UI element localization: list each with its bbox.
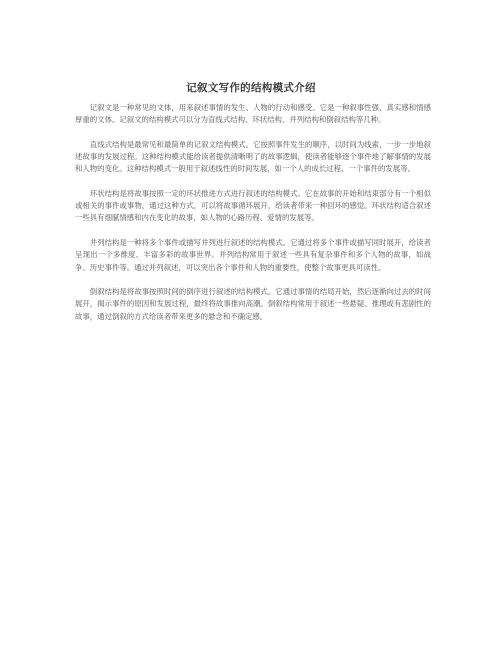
document-title: 记叙文写作的结构模式介绍 [186, 82, 316, 94]
paragraph-circular-structure: 环状结构是将故事按照一定的环状推进方式进行叙述的结构模式。它在故事的开始和结束部分有一个相似或相关的事件或事物，通过这种方式，可以将故事循环展开，给读者带来一种回环的感觉。环状结构适合叙述一些具有细腻情感和内在变化的故事，如人物的心路历程、爱情的发展等。 [75, 188, 431, 223]
paragraph-parallel-structure: 并列结构是一种将多个事件或描写并列进行叙述的结构模式。它通过将多个事件或描写同时展开，给读者呈现出一个多维度、丰富多彩的故事世界。并列结构常用于叙述一些具有复杂事件和多个人物的故事，如战争、历史事件等。通过并列叙述，可以突出各个事件和人物的重要性，使整个故事更具可读性。 [75, 237, 431, 272]
paragraph-intro: 记叙文是一种常见的文体，用来叙述事情的发生、人物的行动和感受。它是一种叙事性强、真实感和情感厚重的文体。记叙文的结构模式可以分为直线式结构、环状结构、并列结构和倒叙结构等几种。 [75, 103, 431, 125]
document-body [75, 102, 431, 335]
paragraph-linear-structure: 直线式结构是最常见和最简单的记叙文结构模式。它按照事件发生的顺序，以时间为线索，一步一步地叙述故事的发展过程。这种结构模式能给读者提供清晰明了的故事逻辑，使读者能够逐个事件地了解事情的发展和人物的变化。这种结构模式一般用于叙述线性的时间发展，如一个人的成长过程、一个事件的发展等。 [75, 139, 431, 174]
paragraph-flashback-structure: 倒叙结构是将故事按照时间的倒序进行叙述的结构模式。它通过事情的结局开始，然后逐渐向过去的时间展开，揭示事件的原因和发展过程，最终将故事推向高潮。倒叙结构常用于叙述一些悬疑、推理或有悲剧性的故事，通过倒叙的方式给读者带来更多的悬念和不确定感。 [75, 287, 431, 321]
